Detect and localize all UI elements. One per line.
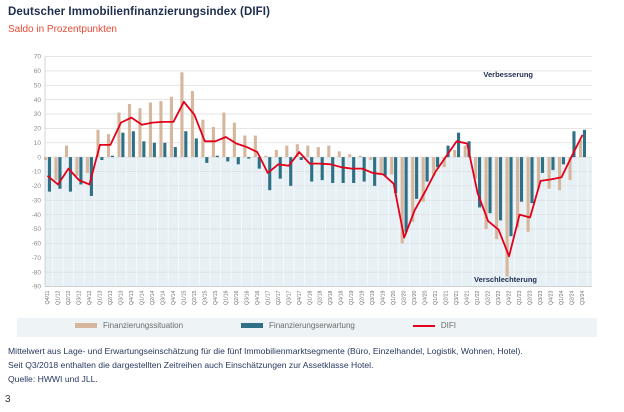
svg-text:-80: -80 xyxy=(31,269,41,277)
svg-text:Q3/23: Q3/23 xyxy=(538,290,545,305)
svg-text:Q3/14: Q3/14 xyxy=(160,290,167,305)
svg-text:Q3/18: Q3/18 xyxy=(328,290,335,305)
svg-text:Q2/13: Q2/13 xyxy=(107,290,114,305)
svg-text:Q4/13: Q4/13 xyxy=(128,290,135,305)
footnote-line-1: Mittelwert aus Lage- und Erwartungseinschätzung für die fünf Immobilienmarktsegmente (Büro, Einzelhandel, Logistik, Wohnen, Hotel). xyxy=(8,346,523,356)
svg-text:Q2/19: Q2/19 xyxy=(359,290,366,305)
svg-text:Q2/17: Q2/17 xyxy=(275,290,282,305)
svg-text:Q2/12: Q2/12 xyxy=(65,290,72,305)
svg-text:Q4/16: Q4/16 xyxy=(254,290,261,305)
svg-text:Q1/16: Q1/16 xyxy=(223,290,230,305)
svg-text:10: 10 xyxy=(33,139,41,147)
legend-item-expectation xyxy=(241,321,355,330)
svg-text:Q2/20: Q2/20 xyxy=(401,290,408,305)
page-number: 3 xyxy=(5,394,11,405)
svg-text:Q4/15: Q4/15 xyxy=(212,290,219,305)
difi-chart xyxy=(0,50,624,320)
svg-text:Q1/19: Q1/19 xyxy=(349,290,356,305)
chart-legend xyxy=(75,321,595,330)
svg-text:50: 50 xyxy=(33,82,41,90)
legend-label-difi: DIFI xyxy=(440,321,456,330)
svg-text:Q3/22: Q3/22 xyxy=(496,290,503,305)
difi-line-swatch xyxy=(413,325,435,327)
svg-text:0: 0 xyxy=(37,154,41,162)
svg-text:-30: -30 xyxy=(31,197,41,205)
svg-text:Q1/18: Q1/18 xyxy=(307,290,314,305)
svg-text:Q3/15: Q3/15 xyxy=(202,290,209,305)
legend-item-difi xyxy=(413,321,456,330)
svg-text:Q1/24: Q1/24 xyxy=(559,290,566,305)
svg-text:Q1/23: Q1/23 xyxy=(517,290,524,305)
legend-label-situation: Finanzierungssituation xyxy=(103,321,184,330)
svg-text:Q1/21: Q1/21 xyxy=(433,290,440,305)
svg-text:Q3/12: Q3/12 xyxy=(76,290,83,305)
svg-text:Q4/17: Q4/17 xyxy=(296,290,303,305)
svg-text:Q3/19: Q3/19 xyxy=(370,290,377,305)
svg-text:-10: -10 xyxy=(31,168,41,176)
svg-text:Q4/20: Q4/20 xyxy=(422,290,429,305)
svg-text:Q2/14: Q2/14 xyxy=(149,290,156,305)
svg-text:-20: -20 xyxy=(31,183,41,191)
svg-text:Q1/15: Q1/15 xyxy=(181,290,188,305)
svg-text:30: 30 xyxy=(33,111,41,119)
svg-text:Q4/19: Q4/19 xyxy=(380,290,387,305)
svg-text:Q3/24: Q3/24 xyxy=(580,290,586,305)
svg-text:-90: -90 xyxy=(31,283,41,291)
svg-text:Q4/18: Q4/18 xyxy=(338,290,345,305)
annotation-deterioration: Verschlechterung xyxy=(474,275,537,284)
svg-text:Q1/13: Q1/13 xyxy=(97,290,104,305)
annotation-improvement: Verbesserung xyxy=(483,70,533,79)
legend-item-situation xyxy=(75,321,183,330)
svg-text:-40: -40 xyxy=(31,211,41,219)
svg-text:Q4/22: Q4/22 xyxy=(506,290,513,305)
svg-text:-50: -50 xyxy=(31,226,41,234)
svg-text:Q2/22: Q2/22 xyxy=(485,290,492,305)
svg-text:60: 60 xyxy=(33,68,41,76)
chart-area xyxy=(0,50,624,320)
svg-text:Q2/18: Q2/18 xyxy=(317,290,324,305)
svg-text:Q4/12: Q4/12 xyxy=(86,290,93,305)
x-axis-labels xyxy=(45,290,586,304)
svg-text:Q3/16: Q3/16 xyxy=(244,290,251,305)
svg-text:Q2/21: Q2/21 xyxy=(443,290,450,305)
svg-text:20: 20 xyxy=(33,125,41,133)
chart-subtitle: Saldo in Prozentpunkten xyxy=(8,24,117,35)
svg-text:Q2/15: Q2/15 xyxy=(191,290,198,305)
legend-label-expectation: Finanzierungserwartung xyxy=(269,321,355,330)
situation-swatch xyxy=(75,323,97,328)
svg-text:Q3/20: Q3/20 xyxy=(412,290,419,305)
svg-text:Q3/21: Q3/21 xyxy=(454,290,461,305)
svg-text:Q4/21: Q4/21 xyxy=(464,290,471,305)
footnote-line-3: Quelle: HWWI und JLL. xyxy=(8,374,98,384)
svg-text:Q4/14: Q4/14 xyxy=(170,290,177,305)
svg-text:Q2/16: Q2/16 xyxy=(233,290,240,305)
svg-text:Q1/22: Q1/22 xyxy=(475,290,482,305)
svg-text:Q1/20: Q1/20 xyxy=(391,290,398,305)
footnote-line-2: Seit Q3/2018 enthalten die dargestellten Zeitreihen auch Einschätzungen zur Assetklasse Hotel. xyxy=(8,360,374,370)
page-title: Deutscher Immobilienfinanzierungsindex (DIFI) xyxy=(8,6,271,18)
svg-text:-60: -60 xyxy=(31,240,41,248)
svg-text:Q1/12: Q1/12 xyxy=(55,290,62,305)
svg-text:Q2/24: Q2/24 xyxy=(569,290,576,305)
svg-text:Q2/23: Q2/23 xyxy=(527,290,534,305)
svg-text:Q3/17: Q3/17 xyxy=(286,290,293,305)
svg-text:Q4/23: Q4/23 xyxy=(548,290,555,305)
svg-text:Q3/13: Q3/13 xyxy=(118,290,125,305)
svg-text:Q1/17: Q1/17 xyxy=(265,290,272,305)
svg-text:-70: -70 xyxy=(31,254,41,262)
svg-text:Q4/11: Q4/11 xyxy=(45,290,51,305)
svg-text:40: 40 xyxy=(33,96,41,104)
expectation-swatch xyxy=(241,323,263,328)
svg-text:70: 70 xyxy=(33,53,41,61)
svg-text:Q1/14: Q1/14 xyxy=(139,290,146,305)
